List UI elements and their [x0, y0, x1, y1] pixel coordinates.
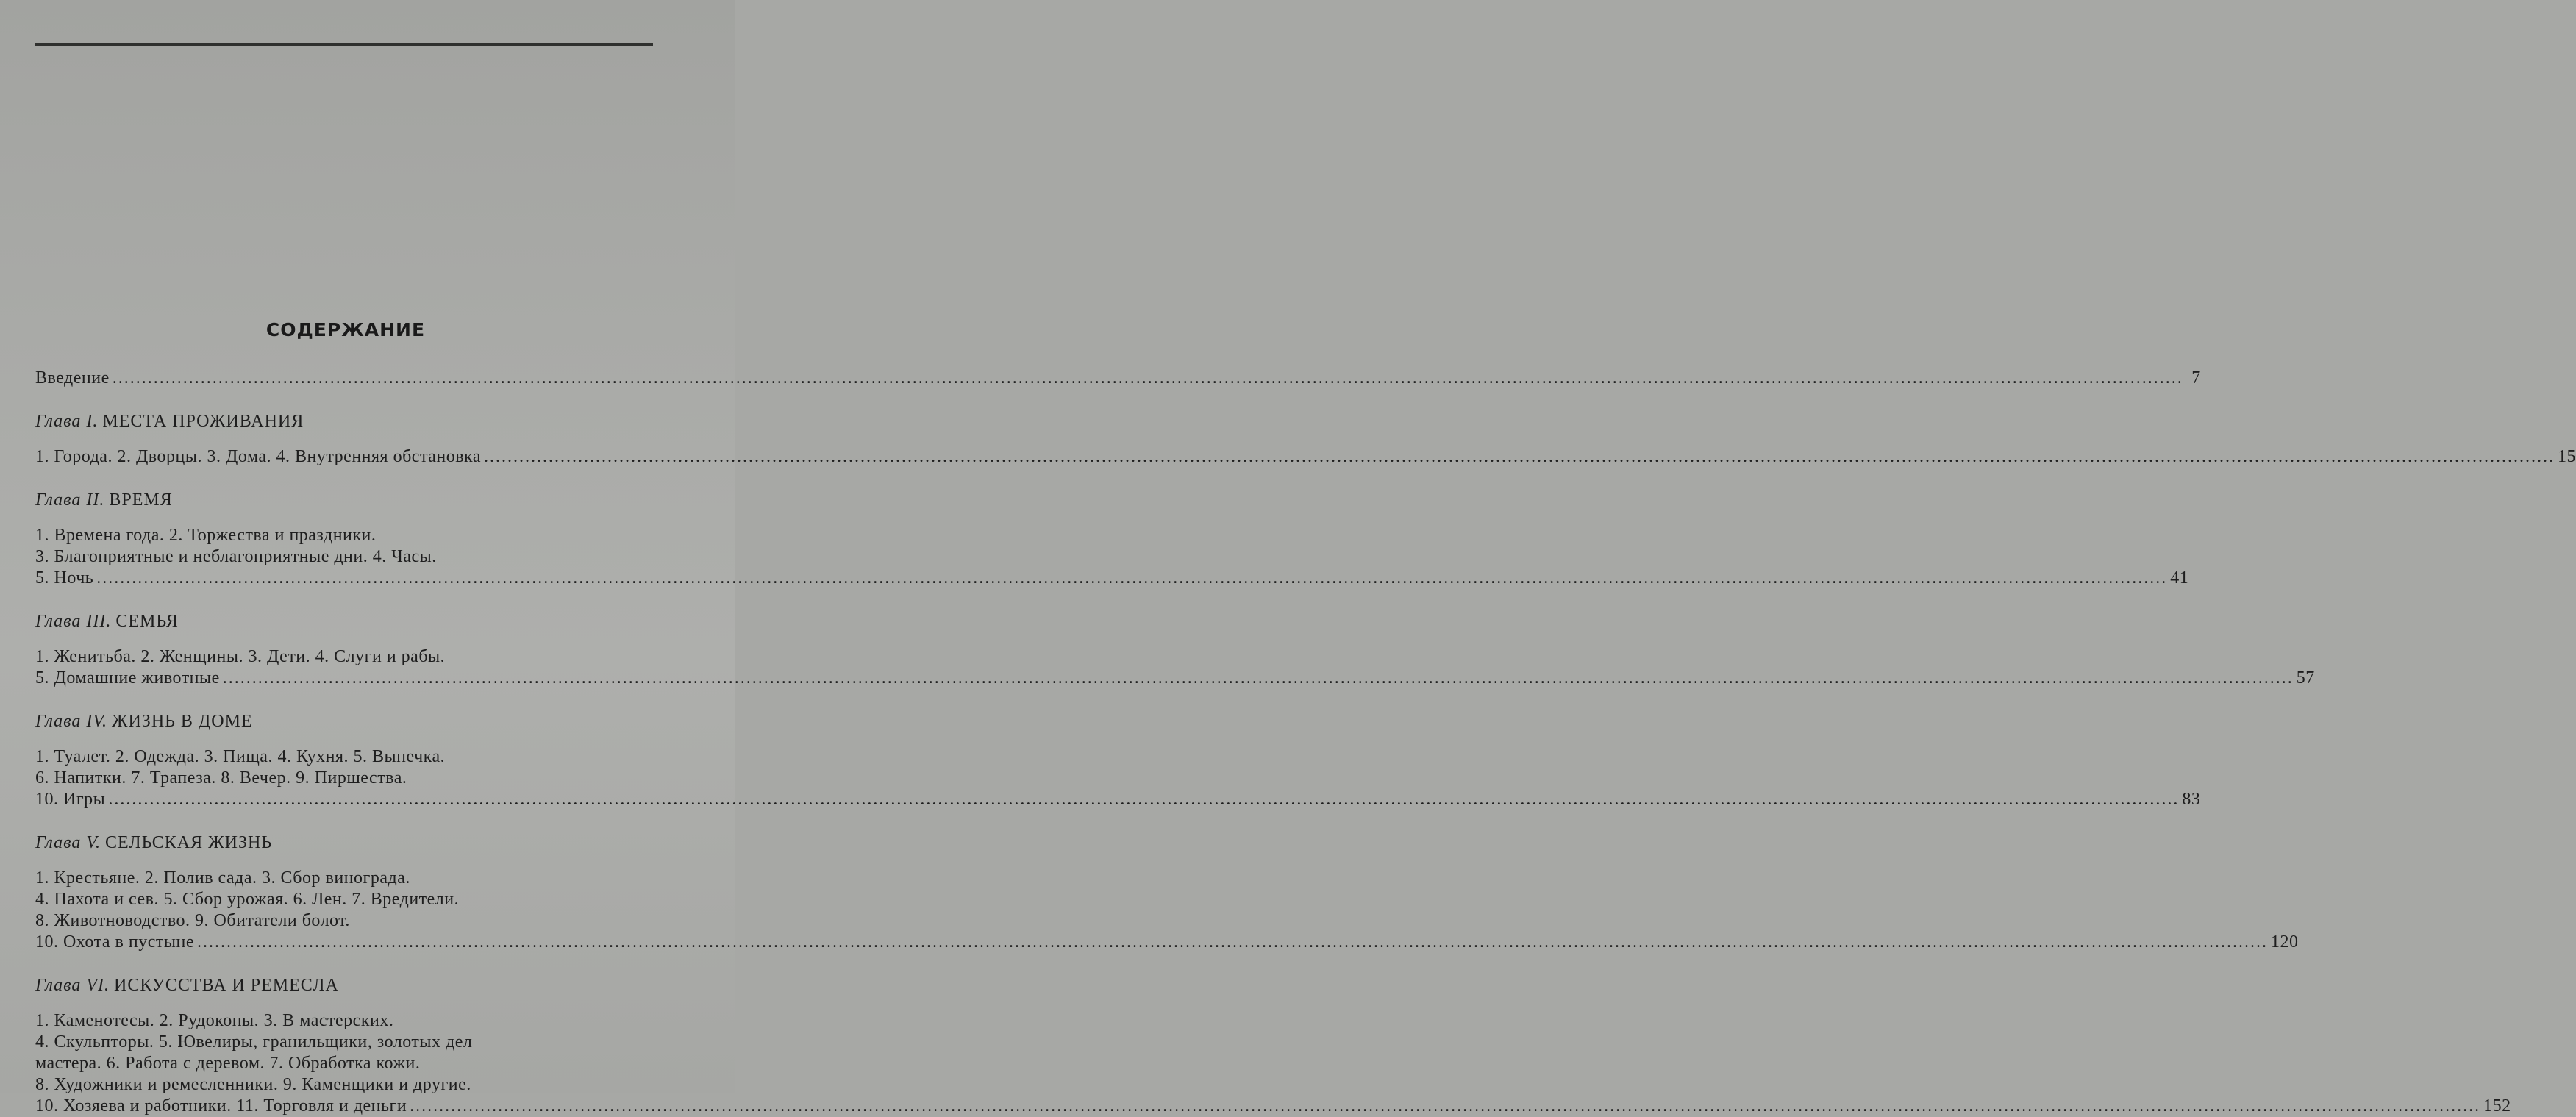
chapter-heading [35, 408, 668, 435]
chapter-title: МЕСТА ПРОЖИВАНИЯ [102, 412, 304, 431]
toc-line: 8. Художники и ремесленники. 9. Каменщики и другие. [35, 1075, 471, 1094]
toc-line-text: 1. Города. 2. Дворцы. 3. Дома. 4. Внутренняя обстановка [35, 447, 482, 466]
chapter-heading [35, 487, 668, 513]
toc-line: 4. Скульпторы. 5. Ювелиры, гранильщики, золотых дел [35, 1032, 473, 1052]
toc-entry-intro [35, 368, 2201, 389]
dot-leader [410, 1096, 2480, 1117]
chapter-page-number: 15 [2558, 447, 2576, 466]
chapter-page-number: 83 [2182, 790, 2201, 809]
chapter-heading [35, 829, 668, 856]
toc-line: 8. Животноводство. 9. Обитатели болот. [35, 911, 350, 930]
chapter-title: СЕЛЬСКАЯ ЖИЗНЬ [104, 833, 273, 852]
toc-title: СОДЕРЖАНИЕ [265, 319, 426, 340]
toc-line: 4. Пахота и сев. 5. Сбор урожая. 6. Лен. 7. Вредители. [35, 890, 460, 909]
chapter-label: Глава II. [35, 490, 105, 510]
toc-line: 1. Туалет. 2. Одежда. 3. Пища. 4. Кухня. 5. Выпечка. [35, 747, 446, 766]
chapter-1 [35, 408, 2576, 468]
chapter-title: ВРЕМЯ [109, 490, 173, 510]
chapter-label: Глава I. [35, 412, 99, 431]
dot-leader [484, 446, 2555, 468]
chapter-title: ИСКУССТВА И РЕМЕСЛА [114, 976, 339, 995]
chapter-page-number: 41 [2170, 568, 2189, 588]
intro-page-number: 7 [2191, 368, 2201, 388]
chapter-heading [35, 972, 668, 999]
chapter-2 [35, 487, 2189, 589]
chapter-6 [35, 972, 2511, 1117]
dot-leader [197, 932, 2268, 953]
toc-line: 6. Напитки. 7. Трапеза. 8. Вечер. 9. Пиршества. [35, 768, 407, 788]
toc-line [35, 668, 2315, 689]
toc-line [35, 1096, 2511, 1117]
toc-line: мастера. 6. Работа с деревом. 7. Обработка кожи. [35, 1054, 421, 1073]
toc-line-text: 10. Хозяева и работники. 11. Торговля и деньги [35, 1096, 407, 1116]
dot-leader [108, 789, 2179, 810]
toc-line: 1. Времена года. 2. Торжества и праздники. [35, 526, 377, 545]
toc-line [35, 568, 2189, 589]
toc-line-text: 5. Ночь [35, 568, 94, 588]
chapter-page-number: 57 [2296, 668, 2315, 688]
chapter-3 [35, 608, 2315, 689]
chapter-5 [35, 829, 2299, 953]
chapter-label: Глава III. [35, 612, 112, 631]
toc-line: 3. Благоприятные и неблагоприятные дни. 4. Часы. [35, 547, 437, 566]
chapter-page-number: 152 [2483, 1096, 2511, 1116]
top-rule [35, 43, 653, 46]
toc-line-text: 10. Игры [35, 790, 106, 809]
toc-line: 1. Крестьяне. 2. Полив сада. 3. Сбор винограда. [35, 868, 410, 888]
dot-leader [113, 368, 2183, 389]
dot-leader [96, 568, 2167, 589]
chapter-label: Глава IV. [35, 712, 107, 731]
toc-line-text: 10. Охота в пустыне [35, 932, 194, 952]
table-of-contents [35, 368, 2576, 1117]
toc-line: 1. Женитьба. 2. Женщины. 3. Дети. 4. Слуги и рабы. [35, 647, 446, 666]
toc-line [35, 446, 2576, 468]
intro-text: Введение [35, 368, 110, 388]
chapter-title: ЖИЗНЬ В ДОМЕ [111, 712, 253, 731]
toc-line [35, 932, 2299, 953]
toc-line: 1. Каменотесы. 2. Рудокопы. 3. В мастерских. [35, 1011, 394, 1030]
chapter-label: Глава V. [35, 833, 101, 852]
toc-line [35, 789, 2201, 810]
toc-line-text: 5. Домашние животные [35, 668, 220, 688]
chapter-heading [35, 708, 668, 735]
chapter-title: СЕМЬЯ [115, 612, 179, 631]
chapter-4 [35, 708, 2201, 810]
dot-leader [223, 668, 2294, 689]
chapter-page-number: 120 [2270, 932, 2299, 952]
chapter-label: Глава VI. [35, 976, 110, 995]
chapter-heading [35, 608, 668, 635]
